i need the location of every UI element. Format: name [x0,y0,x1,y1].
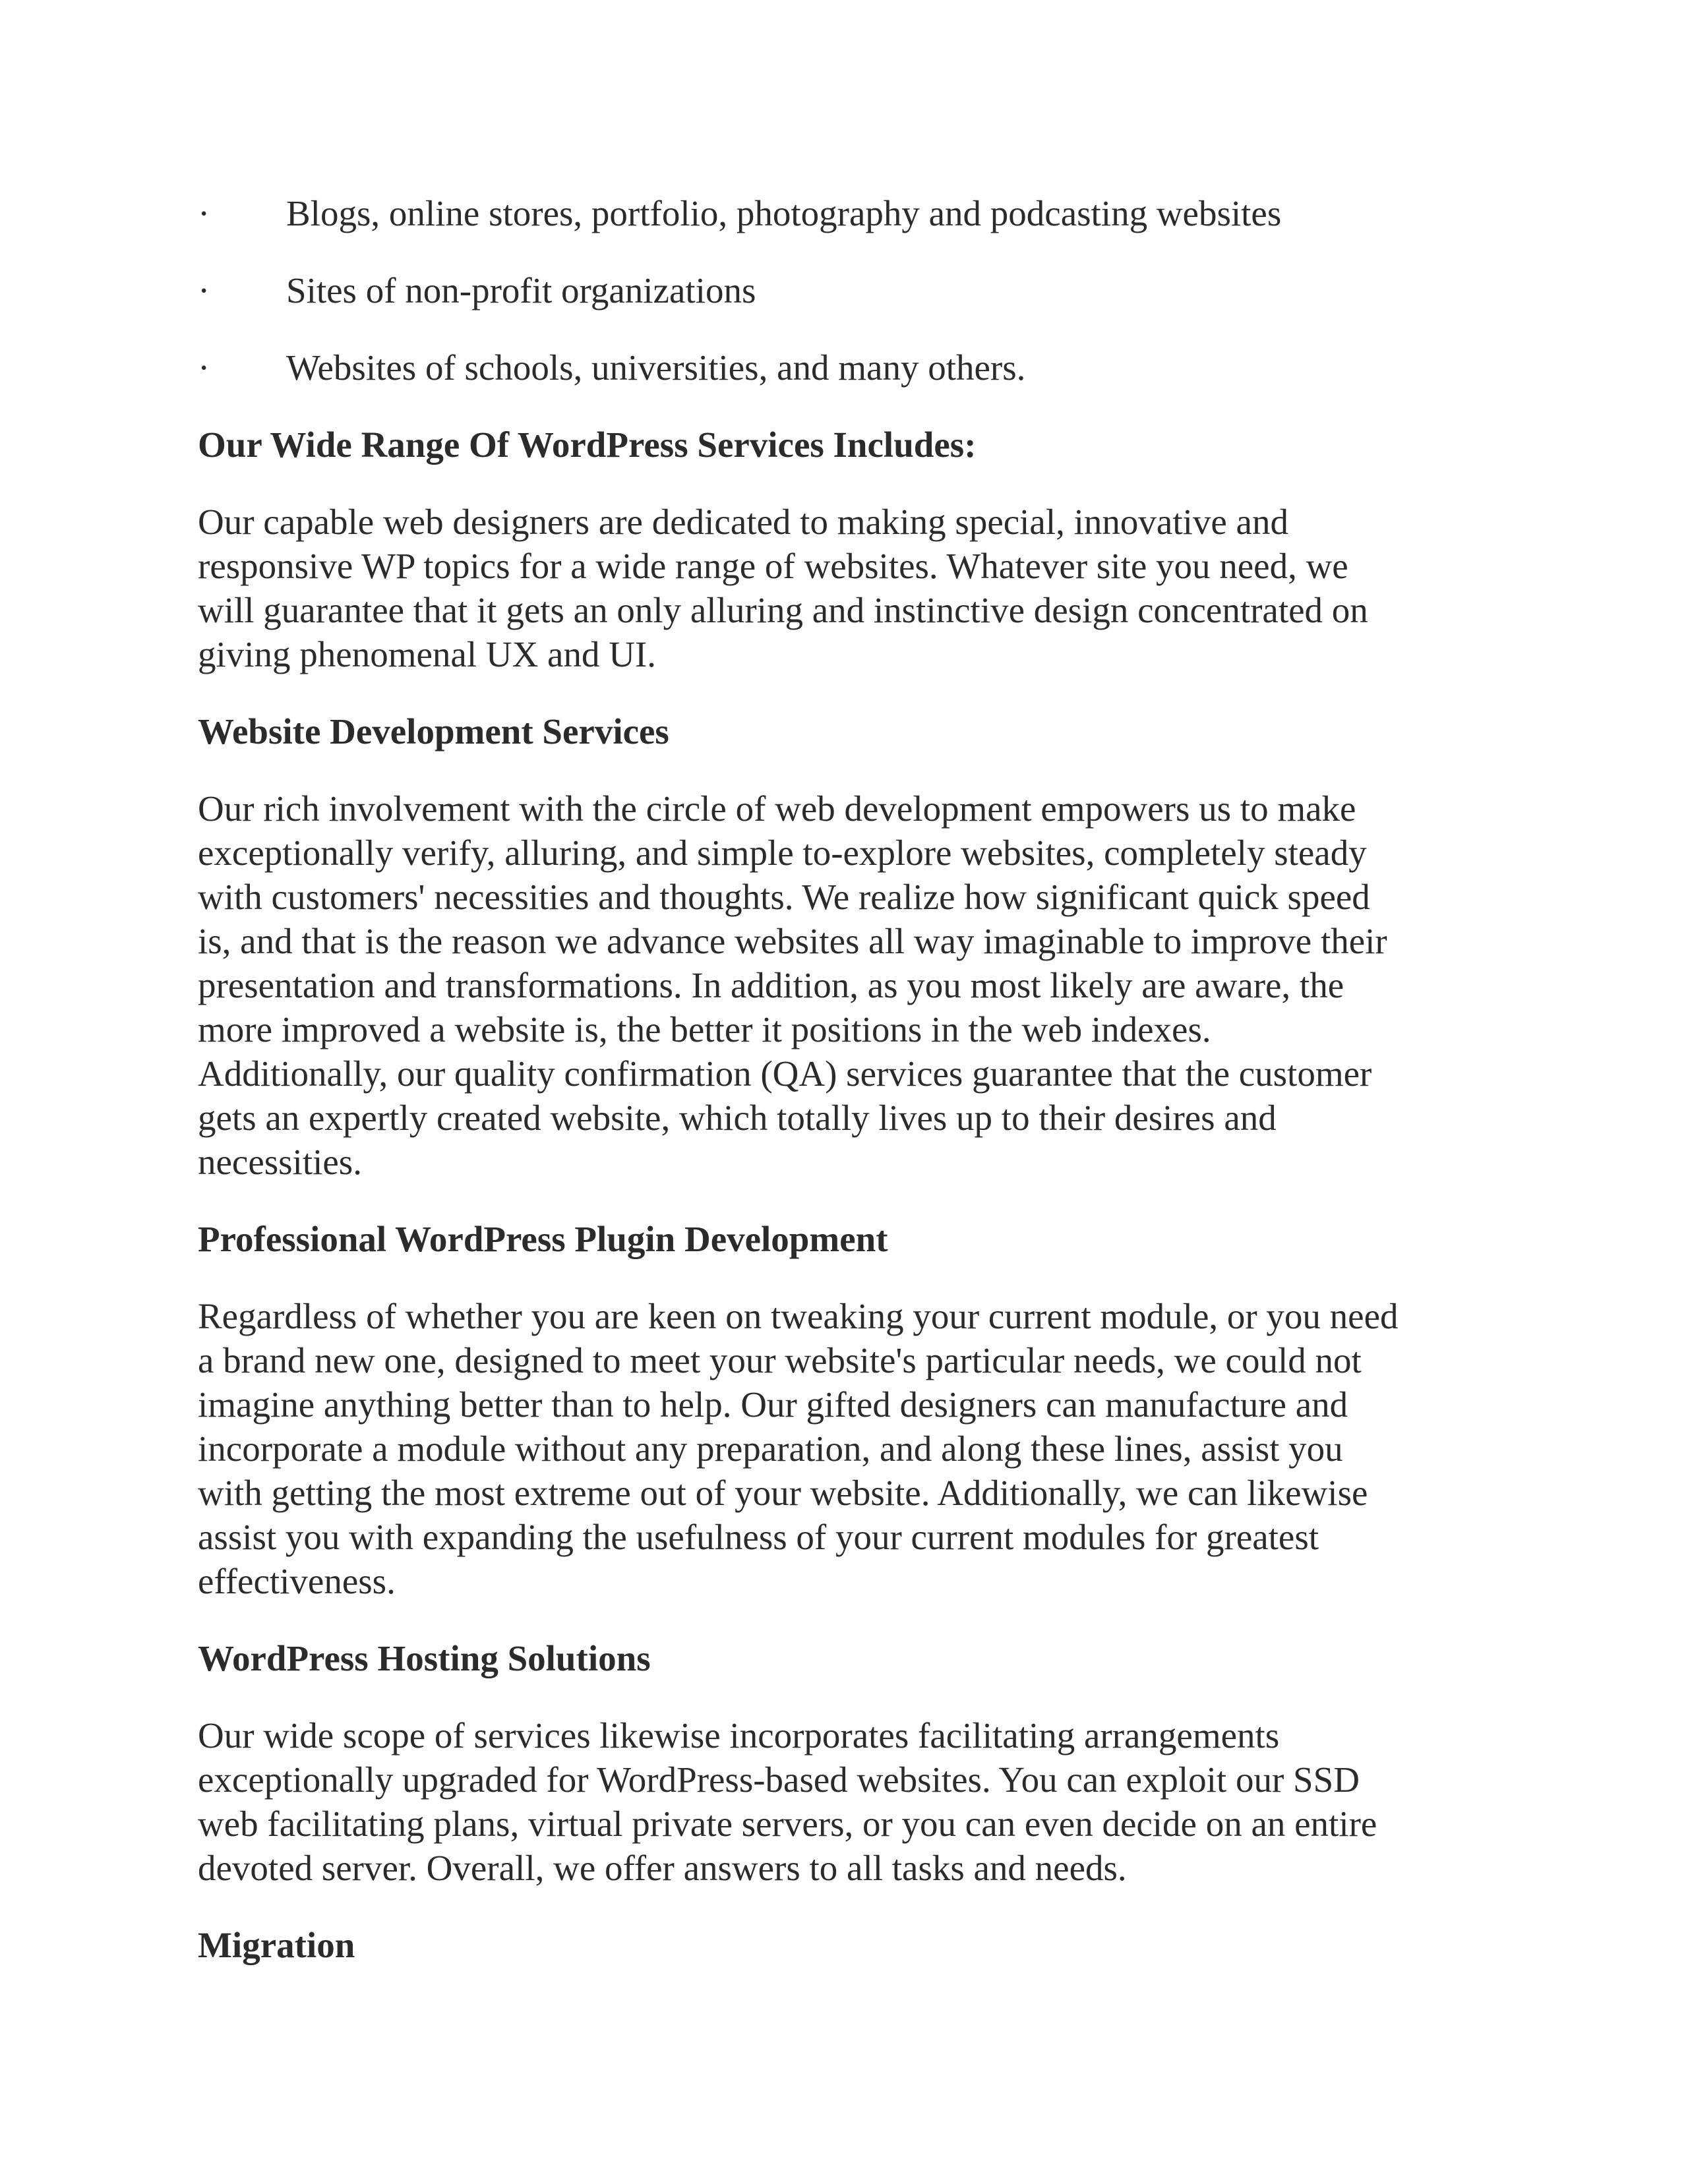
section-paragraph [198,1294,1490,1603]
section-paragraph [198,786,1490,1184]
paragraph-line: more improved a website is, the better it positions in the web indexes. [198,1009,1211,1049]
paragraph-line: will guarantee that it gets an only alluring and instinctive design concentrated on [198,590,1368,630]
paragraph-line: devoted server. Overall, we offer answers to all tasks and needs. [198,1848,1127,1888]
bullet-icon: · [198,193,210,233]
list-item [198,268,1490,312]
section-paragraph [198,1713,1490,1890]
paragraph-line: exceptionally verify, alluring, and simple to-explore websites, completely steady [198,833,1367,873]
paragraph-line: web facilitating plans, virtual private servers, or you can even decide on an entire [198,1804,1377,1844]
paragraph-line: a brand new one, designed to meet your website's particular needs, we could not [198,1340,1362,1380]
section-heading: Our Wide Range Of WordPress Services Includes: [198,425,977,465]
list-item-text: Blogs, online stores, portfolio, photography and podcasting websites [286,193,1282,233]
paragraph-line: is, and that is the reason we advance websites all way imaginable to improve their [198,921,1387,961]
list-item [198,345,1490,390]
paragraph-line: Our rich involvement with the circle of web development empowers us to make [198,788,1356,829]
paragraph-line: with customers' necessities and thoughts. We realize how significant quick speed [198,877,1370,917]
paragraph-line: gets an expertly created website, which totally lives up to their desires and [198,1098,1277,1138]
paragraph-line: Our wide scope of services likewise incorporates facilitating arrangements [198,1715,1280,1756]
list-item-text: Sites of non-profit organizations [286,270,756,310]
bullet-icon: · [198,270,210,310]
paragraph-line: with getting the most extreme out of your website. Additionally, we can likewise [198,1473,1368,1513]
section-migration [198,1923,1490,1967]
section-paragraph [198,500,1490,676]
paragraph-line: exceptionally upgraded for WordPress-based websites. You can exploit our SSD [198,1759,1360,1800]
section-hosting-solutions [198,1636,1490,1890]
paragraph-line: Our capable web designers are dedicated to making special, innovative and [198,502,1288,542]
section-heading: Migration [198,1925,355,1965]
section-plugin-development [198,1217,1490,1603]
section-heading: Professional WordPress Plugin Development [198,1219,888,1259]
section-services-includes [198,423,1490,676]
paragraph-line: responsive WP topics for a wide range of websites. Whatever site you need, we [198,546,1348,586]
bullet-icon: · [198,347,210,388]
paragraph-line: imagine anything better than to help. Our gifted designers can manufacture and [198,1384,1348,1425]
section-heading: WordPress Hosting Solutions [198,1638,651,1678]
section-heading: Website Development Services [198,711,669,752]
paragraph-line: incorporate a module without any preparation, and along these lines, assist you [198,1429,1343,1469]
bullet-list [198,191,1490,390]
document-page [198,191,1490,2000]
paragraph-line: Regardless of whether you are keen on tweaking your current module, or you need [198,1296,1399,1336]
paragraph-line: presentation and transformations. In addition, as you most likely are aware, the [198,965,1344,1005]
paragraph-line: assist you with expanding the usefulness of your current modules for greatest [198,1517,1319,1557]
paragraph-line: giving phenomenal UX and UI. [198,634,656,674]
list-item [198,191,1490,235]
list-item-text: Websites of schools, universities, and many others. [286,347,1026,388]
paragraph-line: Additionally, our quality confirmation (QA) services guarantee that the customer [198,1053,1372,1094]
section-website-development [198,709,1490,1184]
paragraph-line: necessities. [198,1142,362,1182]
paragraph-line: effectiveness. [198,1561,396,1601]
